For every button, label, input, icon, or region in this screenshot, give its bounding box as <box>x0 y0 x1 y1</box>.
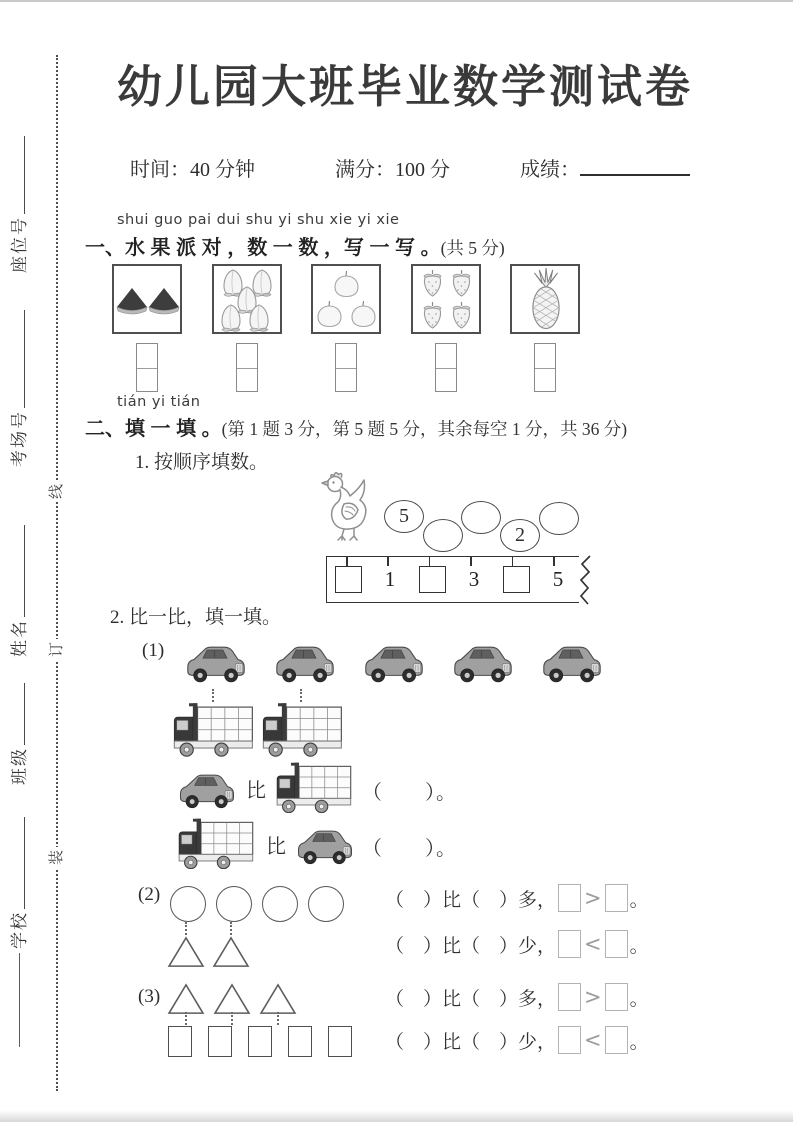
match-connector <box>213 1012 251 1025</box>
circle-shape <box>170 886 206 922</box>
answer-box[interactable] <box>605 884 628 912</box>
peach-icon <box>219 303 243 333</box>
margin-field-label: 座位号 <box>10 216 29 273</box>
dotted-line <box>230 922 232 935</box>
binding-line-char: 装 <box>48 847 66 868</box>
egg-blank[interactable] <box>539 502 579 535</box>
match-connector <box>167 922 205 935</box>
statement-blanks[interactable]: （ ）比（ ）多， <box>385 988 557 1010</box>
statement-blanks[interactable]: （ ）比（ ）少， <box>385 1031 557 1053</box>
pineapple-icon <box>528 268 564 330</box>
question-1-label: 1. 按顺序填数。 <box>135 452 269 473</box>
triangles-row <box>167 983 297 1015</box>
count-answer-box[interactable] <box>335 343 357 392</box>
match-connector <box>167 1012 205 1025</box>
connectors-row <box>167 922 250 935</box>
strip-cell <box>537 557 579 602</box>
strawberry-box <box>411 264 481 334</box>
compare-word: 比 <box>266 836 286 858</box>
answer-box[interactable] <box>605 930 628 958</box>
margin-field-exam-room <box>10 310 30 467</box>
peach-icon <box>247 303 271 333</box>
binding-dotted-line <box>56 55 58 1091</box>
circle-shape <box>216 886 252 922</box>
car-icon <box>176 767 238 813</box>
ruler-tick <box>553 557 555 566</box>
binding-line-char: 订 <box>48 639 66 660</box>
count-answer-box[interactable] <box>236 343 258 392</box>
square-shape <box>168 1026 192 1057</box>
statement-period: 。 <box>629 1031 649 1053</box>
match-connector <box>212 689 214 702</box>
egg-blank[interactable] <box>423 519 463 552</box>
scan-edge-top <box>0 0 793 2</box>
torn-edge <box>576 555 592 605</box>
compare-line-2 <box>176 818 457 869</box>
statement-period: 。 <box>629 988 649 1010</box>
match-connector <box>300 689 302 702</box>
compare-word: 比 <box>246 780 266 802</box>
section-points: (第 1 题 3 分，第 5 题 5 分，其余每空 1 分，共 36 分) <box>221 419 628 439</box>
square-shape <box>288 1026 312 1057</box>
trucks-row <box>172 702 346 757</box>
question-2-label: 2. 比一比，填一填。 <box>110 607 282 628</box>
binding-line-char: 线 <box>48 481 66 502</box>
car-icon <box>294 823 356 869</box>
triangle-shape <box>167 983 205 1015</box>
fruit-group <box>411 264 481 392</box>
circle-shape <box>262 886 298 922</box>
margin-field-school <box>10 817 30 949</box>
strip-cell <box>411 557 453 602</box>
strawberry-icon <box>421 269 444 298</box>
compare-blank[interactable]: （ ）。 <box>362 838 457 860</box>
answer-box[interactable] <box>605 983 628 1011</box>
answer-box[interactable] <box>605 1026 628 1054</box>
statement-blanks[interactable]: （ ）比（ ）多， <box>385 889 557 911</box>
egg-blank[interactable] <box>461 501 501 534</box>
statement-period: 。 <box>629 935 649 957</box>
margin-field-label: 班级 <box>10 747 29 785</box>
part-3-tag: (3) <box>138 986 161 1007</box>
margin-field-class <box>10 683 30 785</box>
fruit-group <box>510 264 580 392</box>
blank-line[interactable] <box>11 136 25 214</box>
triangle-shape <box>167 936 205 968</box>
compare-blank[interactable]: （ ）。 <box>362 782 457 804</box>
circles-row <box>170 886 344 922</box>
square-shape <box>208 1026 232 1057</box>
number-strip <box>326 556 579 603</box>
count-answer-box[interactable] <box>136 343 158 392</box>
strip-answer-box[interactable] <box>335 566 362 593</box>
watermelon-icon <box>115 286 149 316</box>
dotted-line <box>185 1012 187 1025</box>
margin-field-seat-number <box>10 136 30 273</box>
apple-icon <box>316 300 343 328</box>
ruler-tick <box>387 557 389 566</box>
apple-icon <box>350 300 377 328</box>
dotted-line <box>231 1012 233 1025</box>
strip-cell <box>327 557 369 602</box>
car-icon <box>272 638 338 688</box>
margin-field-label: 考场号 <box>10 410 29 467</box>
answer-box[interactable] <box>558 884 581 912</box>
count-answer-box[interactable] <box>435 343 457 392</box>
hen-illustration <box>318 470 376 542</box>
dotted-line <box>185 922 187 935</box>
section-two-pinyin: tián yi tián <box>117 394 201 410</box>
square-shape <box>328 1026 352 1057</box>
section-one-pinyin: shui guo pai dui shu yi shu xie yi xie <box>117 212 400 228</box>
ruler-tick <box>429 557 431 566</box>
section-heading-text: 填 一 填 。 <box>125 418 222 440</box>
blank-line[interactable] <box>11 683 25 745</box>
grade-label-text: 成绩： <box>520 159 580 181</box>
car-icon <box>539 638 605 688</box>
strawberry-icon <box>450 269 473 298</box>
compare-line-1 <box>176 762 457 813</box>
ruler-tick <box>470 557 472 566</box>
count-answer-box[interactable] <box>534 343 556 392</box>
ruler-tick <box>512 557 514 566</box>
answer-box[interactable] <box>558 1026 581 1054</box>
strip-number: 3 <box>468 567 480 591</box>
statement-blanks[interactable]: （ ）比（ ）少， <box>385 935 557 957</box>
strip-answer-box[interactable] <box>419 566 446 593</box>
strip-number: 5 <box>552 567 564 591</box>
squares-row <box>168 1026 352 1057</box>
dotted-line <box>277 1012 279 1025</box>
strawberry-icon <box>450 301 473 330</box>
strip-answer-box[interactable] <box>503 566 530 593</box>
watermelon-icon <box>147 286 181 316</box>
answer-box[interactable] <box>558 983 581 1011</box>
time-label: 时间：40 分钟 <box>130 159 255 181</box>
peach-box <box>212 264 282 334</box>
square-shape <box>248 1026 272 1057</box>
margin-field-label: 学校 <box>10 911 29 949</box>
match-connector <box>259 1012 297 1025</box>
section-number: 二、 <box>85 418 125 440</box>
strip-cell <box>495 557 537 602</box>
blank-line[interactable] <box>11 817 25 909</box>
page-title: 幼儿园大班毕业数学测试卷 <box>116 62 693 112</box>
strip-cell <box>453 557 495 602</box>
strip-cell <box>369 557 411 602</box>
compare-statement <box>385 884 649 912</box>
operator-less: < <box>584 932 602 956</box>
truck-icon <box>176 818 258 869</box>
number-strip-cells <box>327 557 579 602</box>
scan-edge-bottom <box>0 1110 793 1122</box>
strawberry-icon <box>421 301 444 330</box>
egg-number: 5 <box>384 500 424 533</box>
egg-number: 2 <box>500 519 540 552</box>
pineapple-box <box>510 264 580 334</box>
statement-period: 。 <box>629 889 649 911</box>
section-one-heading <box>85 231 505 260</box>
full-score-label: 满分：100 分 <box>335 159 450 181</box>
compare-statement <box>385 983 649 1011</box>
truck-icon <box>261 702 346 757</box>
circle-shape <box>308 886 344 922</box>
operator-greater: > <box>584 985 602 1009</box>
section-heading-text: 水 果 派 对 ，数 一 数 ，写 一 写 。 <box>125 237 441 259</box>
triangles-row <box>167 936 250 968</box>
operator-greater: > <box>584 886 602 910</box>
section-number: 一、 <box>85 237 125 259</box>
operator-less: < <box>584 1028 602 1052</box>
compare-statement <box>385 1026 649 1054</box>
fruit-group <box>212 264 282 392</box>
fruit-group <box>112 264 182 392</box>
match-connector <box>212 922 250 935</box>
connectors-row <box>167 1012 297 1025</box>
margin-extra-line <box>19 953 20 1047</box>
car-icon <box>183 638 249 688</box>
ruler-tick <box>346 557 348 566</box>
car-icon <box>450 638 516 688</box>
car-icon <box>361 638 427 688</box>
section-two-heading <box>85 412 627 441</box>
truck-icon <box>172 702 257 757</box>
answer-box[interactable] <box>558 930 581 958</box>
compare-statement <box>385 930 649 958</box>
watermelon-box <box>112 264 182 334</box>
triangle-shape <box>213 983 251 1015</box>
margin-field-label: 姓名 <box>10 619 29 657</box>
part-2-tag: (2) <box>138 884 161 905</box>
cars-row <box>183 638 605 688</box>
fruit-row <box>112 264 580 392</box>
margin-field-name <box>10 525 30 657</box>
grade-blank-line[interactable] <box>580 160 690 176</box>
part-1-tag: (1) <box>142 640 165 661</box>
fruit-group <box>311 264 381 392</box>
blank-line[interactable] <box>11 525 25 617</box>
strip-number: 1 <box>384 567 396 591</box>
truck-icon <box>274 762 356 813</box>
apple-box <box>311 264 381 334</box>
section-points: (共 5 分) <box>440 238 505 258</box>
grade-label <box>520 153 690 182</box>
apple-icon <box>333 270 360 298</box>
blank-line[interactable] <box>11 310 25 408</box>
triangle-shape <box>259 983 297 1015</box>
triangle-shape <box>212 936 250 968</box>
